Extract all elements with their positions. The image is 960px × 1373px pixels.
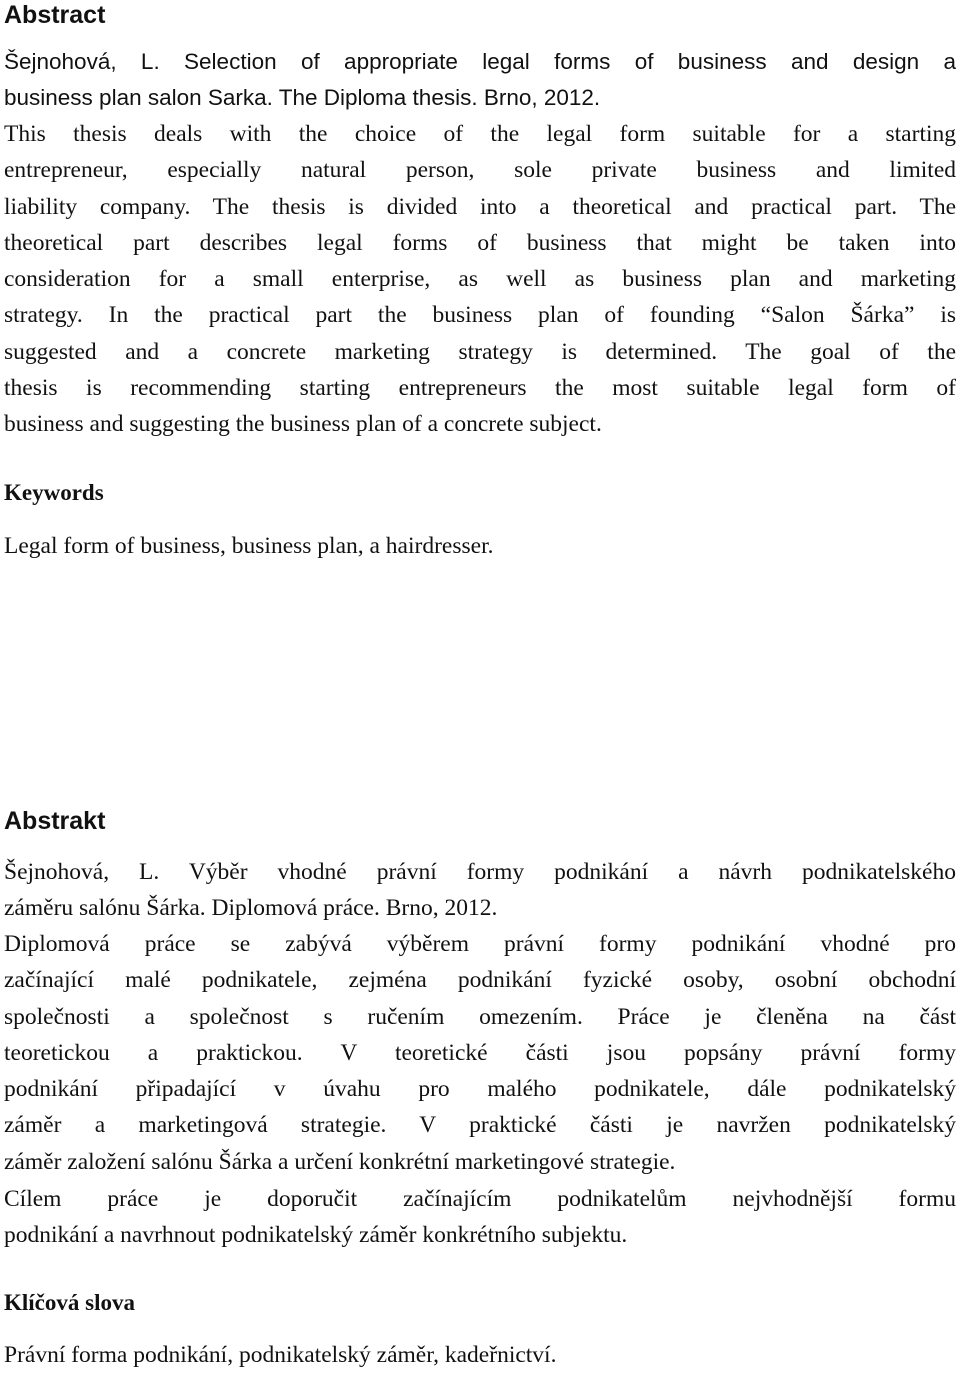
abstrakt-body-line: záměr a marketingová strategie. V praktické části je navržen podnikatelský: [4, 1112, 956, 1139]
abstract-heading: Abstract: [4, 1, 106, 29]
abstrakt-body-line: podnikání připadající v úvahu pro malého podnikatele, dále podnikatelský: [4, 1076, 956, 1103]
keywords-heading: Keywords: [4, 480, 104, 505]
klicova-slova-heading: Klíčová slova: [4, 1290, 135, 1315]
abstrakt-body-line: začínající malé podnikatele, zejména podnikání fyzické osoby, osobní obchodní: [4, 967, 956, 994]
abstract-body-line: business and suggesting the business plan of a concrete subject.: [4, 411, 602, 438]
abstrakt-goal: [4, 1181, 956, 1254]
abstract-body-line: suggested and a concrete marketing strategy is determined. The goal of the: [4, 338, 956, 365]
abstract-body-line: This thesis deals with the choice of the legal form suitable for a starting: [4, 121, 956, 147]
klicova-slova-text: [4, 1337, 956, 1373]
abstrakt-heading: Abstrakt: [4, 807, 106, 835]
klicova-slova-line: Právní forma podnikání, podnikatelský záměr, kadeřnictví.: [4, 1342, 557, 1368]
abstrakt-body-line: společnosti a společnost s ručením omezením. Práce je členěna na část: [4, 1003, 956, 1030]
abstract-citation-line: Šejnohová, L. Selection of appropriate legal forms of business and design a: [4, 49, 956, 74]
abstrakt-body-line: záměr založení salónu Šárka a určení konkrétní marketingové strategie.: [4, 1148, 676, 1175]
abstract-citation: [4, 44, 956, 117]
abstrakt-citation-line: záměru salónu Šárka. Diplomová práce. Brno, 2012.: [4, 895, 498, 922]
abstract-citation-line: business plan salon Sarka. The Diploma thesis. Brno, 2012.: [4, 85, 601, 111]
abstract-body-line: consideration for a small enterprise, as well as business plan and marketing: [4, 266, 956, 293]
keywords-line: Legal form of business, business plan, a hairdresser.: [4, 533, 494, 559]
abstract-body-line: thesis is recommending starting entrepreneurs the most suitable legal form of: [4, 375, 956, 402]
abstract-body-line: strategy. In the practical part the business plan of founding “Salon Šárka” is: [4, 302, 956, 329]
abstrakt-citation-line: Šejnohová, L. Výběr vhodné právní formy podnikání a návrh podnikatelského: [4, 859, 956, 885]
abstract-body-line: entrepreneur, especially natural person, sole private business and limited: [4, 157, 956, 184]
keywords-text: [4, 528, 956, 564]
abstract-body-line: theoretical part describes legal forms of business that might be taken into: [4, 229, 956, 256]
abstract-body: [4, 116, 956, 443]
abstrakt-goal-line: podnikání a navrhnout podnikatelský záměr konkrétního subjektu.: [4, 1222, 628, 1249]
abstract-body-line: liability company. The thesis is divided into a theoretical and practical part. The: [4, 193, 956, 220]
abstrakt-citation: [4, 854, 956, 927]
abstrakt-goal-line: Cílem práce je doporučit začínajícím podnikatelům nejvhodnější formu: [4, 1186, 956, 1212]
abstrakt-body-line: Diplomová práce se zabývá výběrem právní formy podnikání vhodné pro: [4, 931, 956, 957]
abstrakt-body-line: teoretickou a praktickou. V teoretické části jsou popsány právní formy: [4, 1039, 956, 1066]
abstrakt-body: [4, 926, 956, 1180]
